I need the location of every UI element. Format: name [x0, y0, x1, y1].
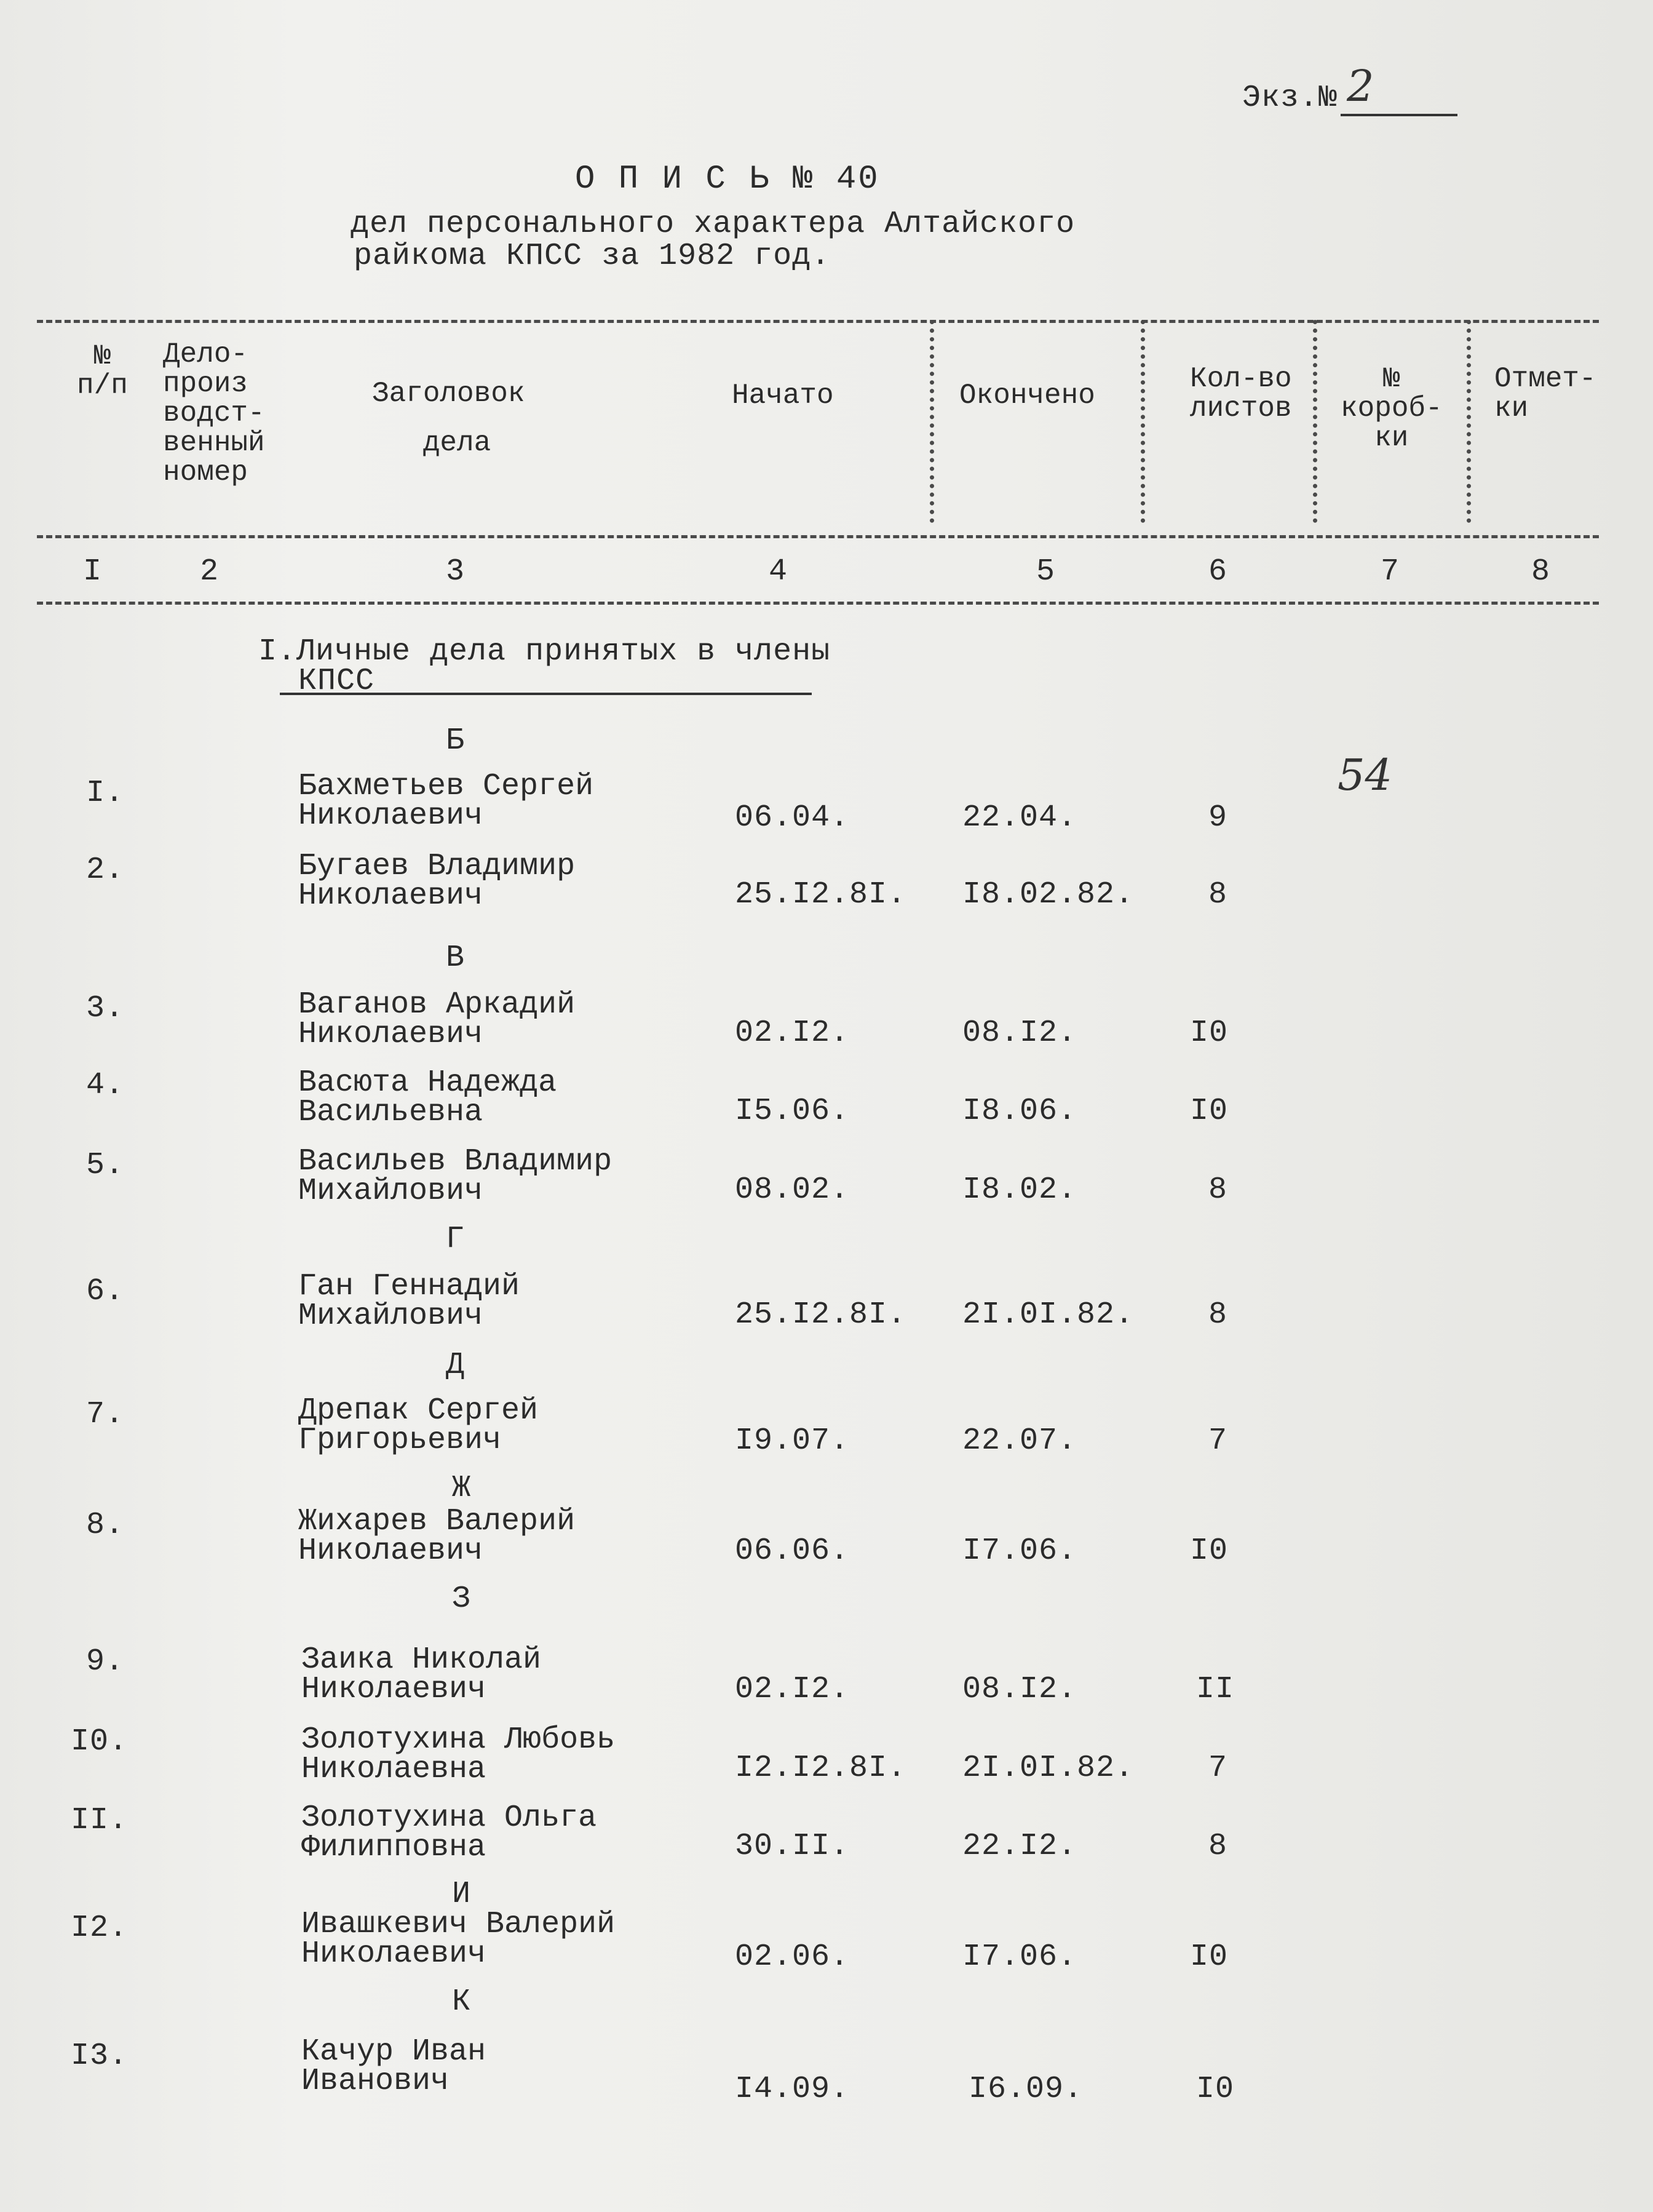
- sheet-count: I0: [1190, 1534, 1229, 1569]
- case-title: Жихарев Валерий Николаевич: [298, 1504, 576, 1569]
- end-date: I8.02.: [962, 1172, 1077, 1207]
- column-header-notes: Отмет- ки: [1494, 363, 1596, 424]
- case-title: Золотухина Любовь Николаевна: [301, 1722, 616, 1787]
- column-separator: [1141, 320, 1145, 523]
- case-title: Васильев Владимир Михайлович: [298, 1144, 612, 1209]
- row-number: I0.: [71, 1724, 129, 1759]
- header-bottom-rule: [37, 602, 1599, 605]
- case-title: Бугаев Владимир Николаевич: [298, 849, 576, 913]
- column-header-title: Заголовок дела: [372, 378, 525, 459]
- sheet-count: 8: [1208, 1172, 1228, 1207]
- start-date: 02.I2.: [735, 1016, 850, 1051]
- end-date: I8.02.82.: [962, 877, 1135, 912]
- end-date: 08.I2.: [962, 1672, 1077, 1707]
- row-number: 6.: [86, 1274, 125, 1309]
- letter-heading: И: [452, 1877, 472, 1912]
- start-date: 02.06.: [735, 1939, 850, 1975]
- column-header-number: № п/п: [77, 340, 128, 402]
- case-title: Ваганов Аркадий Николаевич: [298, 987, 576, 1052]
- start-date: 06.04.: [735, 800, 850, 835]
- start-date: I4.09.: [735, 2072, 850, 2107]
- column-number: 4: [769, 554, 788, 589]
- column-header-end: Окончено: [959, 380, 1095, 412]
- sheet-count: I0: [1196, 2072, 1235, 2107]
- column-number: 5: [1036, 554, 1056, 589]
- case-title: Заика Николай Николаевич: [301, 1642, 542, 1707]
- header-top-rule: [37, 320, 1599, 323]
- column-header-case-number: Дело- произ водст- венный номер: [163, 338, 265, 488]
- end-date: I7.06.: [962, 1939, 1077, 1975]
- start-date: 06.06.: [735, 1534, 850, 1569]
- row-number: I.: [86, 776, 125, 811]
- case-title: Ган Геннадий Михайлович: [298, 1269, 520, 1334]
- row-number: 7.: [86, 1397, 125, 1432]
- case-title: Качур Иван Иванович: [301, 2034, 486, 2099]
- letter-heading: З: [452, 1581, 472, 1617]
- row-number: I2.: [71, 1911, 129, 1946]
- case-title: Ивашкевич Валерий Николаевич: [301, 1907, 616, 1971]
- start-date: 02.I2.: [735, 1672, 850, 1707]
- document-subtitle-line1: дел персонального характера Алтайского: [351, 207, 1076, 242]
- start-date: I9.07.: [735, 1423, 850, 1458]
- copy-number-underline: [1341, 114, 1457, 116]
- header-mid-rule: [37, 535, 1599, 538]
- row-number: 9.: [86, 1644, 125, 1679]
- start-date: 08.02.: [735, 1172, 850, 1207]
- column-header-box: № короб- ки: [1341, 363, 1443, 454]
- sheet-count: 7: [1208, 1423, 1228, 1458]
- end-date: 22.I2.: [962, 1829, 1077, 1864]
- end-date: 22.07.: [962, 1423, 1077, 1458]
- column-separator: [930, 320, 934, 523]
- document-title: О П И С Ь № 40: [575, 161, 880, 198]
- case-title: Бахметьев Сергей Николаевич: [298, 769, 594, 833]
- column-header-sheets: Кол-во листов: [1190, 363, 1292, 424]
- letter-heading: В: [446, 941, 466, 976]
- row-number: II.: [71, 1803, 129, 1838]
- letter-heading: К: [452, 1984, 472, 2019]
- start-date: 25.I2.8I.: [735, 1297, 907, 1332]
- sheet-count: 9: [1208, 800, 1228, 835]
- column-number: 2: [200, 554, 220, 589]
- start-date: I2.I2.8I.: [735, 1751, 907, 1786]
- row-number: 3.: [86, 991, 125, 1026]
- start-date: 30.II.: [735, 1829, 850, 1864]
- column-separator: [1467, 320, 1471, 523]
- sheet-count: I0: [1190, 1094, 1229, 1129]
- letter-heading: Г: [446, 1222, 466, 1257]
- end-date: I7.06.: [962, 1534, 1077, 1569]
- column-number: 8: [1531, 554, 1551, 589]
- margin-note: 54: [1338, 750, 1393, 800]
- end-date: 08.I2.: [962, 1016, 1077, 1051]
- start-date: I5.06.: [735, 1094, 850, 1129]
- end-date: 2I.0I.82.: [962, 1297, 1135, 1332]
- case-title: Дрепак Сергей Григорьевич: [298, 1393, 539, 1458]
- row-number: 5.: [86, 1148, 125, 1183]
- sheet-count: 7: [1208, 1751, 1228, 1786]
- document-subtitle-line2: райкома КПСС за 1982 год.: [354, 239, 831, 274]
- end-date: 2I.0I.82.: [962, 1751, 1135, 1786]
- sheet-count: I0: [1190, 1939, 1229, 1975]
- row-number: I3.: [71, 2039, 129, 2074]
- letter-heading: Ж: [452, 1471, 472, 1506]
- start-date: 25.I2.8I.: [735, 877, 907, 912]
- case-title: Золотухина Ольга Филипповна: [301, 1800, 597, 1865]
- sheet-count: 8: [1208, 1297, 1228, 1332]
- case-title: Васюта Надежда Васильевна: [298, 1065, 557, 1130]
- section-title-line1: I.Личные дела принятых в члены: [258, 634, 831, 669]
- sheet-count: 8: [1208, 877, 1228, 912]
- column-header-start: Начато: [732, 380, 834, 412]
- sheet-count: II: [1196, 1672, 1235, 1707]
- copy-label: Экз.№: [1242, 81, 1338, 116]
- end-date: I8.06.: [962, 1094, 1077, 1129]
- column-separator: [1313, 320, 1317, 523]
- row-number: 4.: [86, 1068, 125, 1103]
- copy-number: 2: [1347, 61, 1374, 111]
- column-number: 6: [1208, 554, 1228, 589]
- sheet-count: 8: [1208, 1829, 1228, 1864]
- row-number: 8.: [86, 1508, 125, 1543]
- sheet-count: I0: [1190, 1016, 1229, 1051]
- column-number: I: [83, 554, 103, 589]
- section-title-underline: [280, 693, 812, 695]
- section-title-line2: КПСС: [298, 664, 375, 699]
- end-date: I6.09.: [969, 2072, 1084, 2107]
- letter-heading: Д: [446, 1348, 466, 1383]
- row-number: 2.: [86, 853, 125, 888]
- column-number: 7: [1381, 554, 1400, 589]
- letter-heading: Б: [446, 723, 466, 758]
- end-date: 22.04.: [962, 800, 1077, 835]
- column-number: 3: [446, 554, 466, 589]
